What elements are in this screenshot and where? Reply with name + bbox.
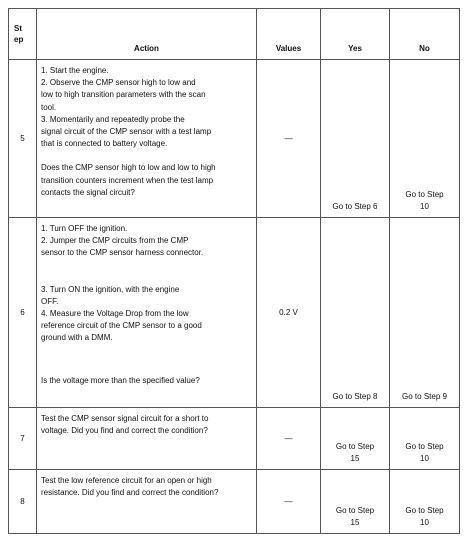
action-line: 4. Measure the Voltage Drop from the low [41,309,189,319]
no-result [390,60,460,218]
no-result-line2: 10 [420,454,429,463]
no-result: Go to Step 9 [390,218,460,408]
action-line: tool. [41,102,57,112]
yes-result: Go to Step 8 [321,218,390,408]
no-result-line1: Go to Step [405,442,444,451]
header-step-line2: ep [14,35,24,44]
action-spacer [41,345,252,375]
action-line: transition counters increment when the test lamp [41,175,214,185]
step-number: 8 [9,470,37,534]
no-result-line2: 10 [420,518,429,527]
yes-result [321,470,390,534]
values-cell: 0.2 V [257,218,321,408]
action-text [37,60,257,218]
table-row [9,408,460,470]
action-line: sensor to the CMP sensor harness connector. [41,248,204,258]
action-line: reference circuit of the CMP sensor to a good [41,321,202,331]
diagnostic-table [8,8,460,534]
yes-result-line1: Go to Step [335,506,375,515]
yes-result [321,408,390,470]
action-line: Does the CMP sensor high to low and low to high [41,163,216,173]
header-step [9,9,37,60]
action-line: Is the voltage more than the specified value? [41,375,200,385]
action-text [37,218,257,408]
header-row [9,9,460,60]
table-row [9,60,460,218]
no-result-line1: Go to Step [405,190,444,199]
header-yes: Yes [321,9,390,60]
values-cell: — [257,470,321,534]
yes-result: Go to Step 6 [321,60,390,218]
action-line: 2. Jumper the CMP circuits from the CMP [41,236,189,246]
action-line: 1. Turn OFF the ignition. [41,224,128,233]
step-number: 7 [9,408,37,470]
header-values: Values [257,9,321,60]
action-line: Test the CMP sensor signal circuit for a short to [41,414,209,423]
action-line: low to high transition parameters with the scan [41,90,206,100]
action-line: 3. Momentarily and repeatedly probe the [41,114,185,124]
header-action: Action [37,9,257,60]
step-number: 6 [9,218,37,408]
no-result [390,408,460,470]
no-result [390,470,460,534]
action-line: Test the low reference circuit for an open or high [41,476,212,485]
values-cell: — [257,408,321,470]
table-row [9,218,460,408]
header-no: No [390,9,460,60]
action-line: ground with a DMM. [41,333,113,343]
table-row [9,470,460,534]
action-spacer [41,150,252,162]
yes-result-line2: 15 [350,454,360,463]
action-line: contacts the signal circuit? [41,187,135,197]
no-result-line1: Go to Step [405,506,444,515]
yes-result-line2: 15 [350,518,360,527]
action-line: resistance. Did you find and correct the condition? [41,488,219,498]
step-number: 5 [9,60,37,218]
action-line: OFF. [41,296,59,306]
action-line: voltage. Did you find and correct the condition? [41,426,208,436]
action-text [37,408,257,470]
action-line: 2. Observe the CMP sensor high to low and [41,78,196,88]
no-result-line2: 10 [420,202,429,211]
action-text [37,470,257,534]
header-step-line1: St [14,24,22,33]
action-spacer [41,260,252,284]
action-line: 1. Start the engine. [41,66,109,75]
action-line: that is connected to battery voltage. [41,139,168,149]
values-cell: — [257,60,321,218]
action-line: 3. Turn ON the ignition, with the engine [41,284,180,294]
yes-result-line1: Go to Step [335,442,375,451]
action-line: signal circuit of the CMP sensor with a test lamp [41,127,212,137]
